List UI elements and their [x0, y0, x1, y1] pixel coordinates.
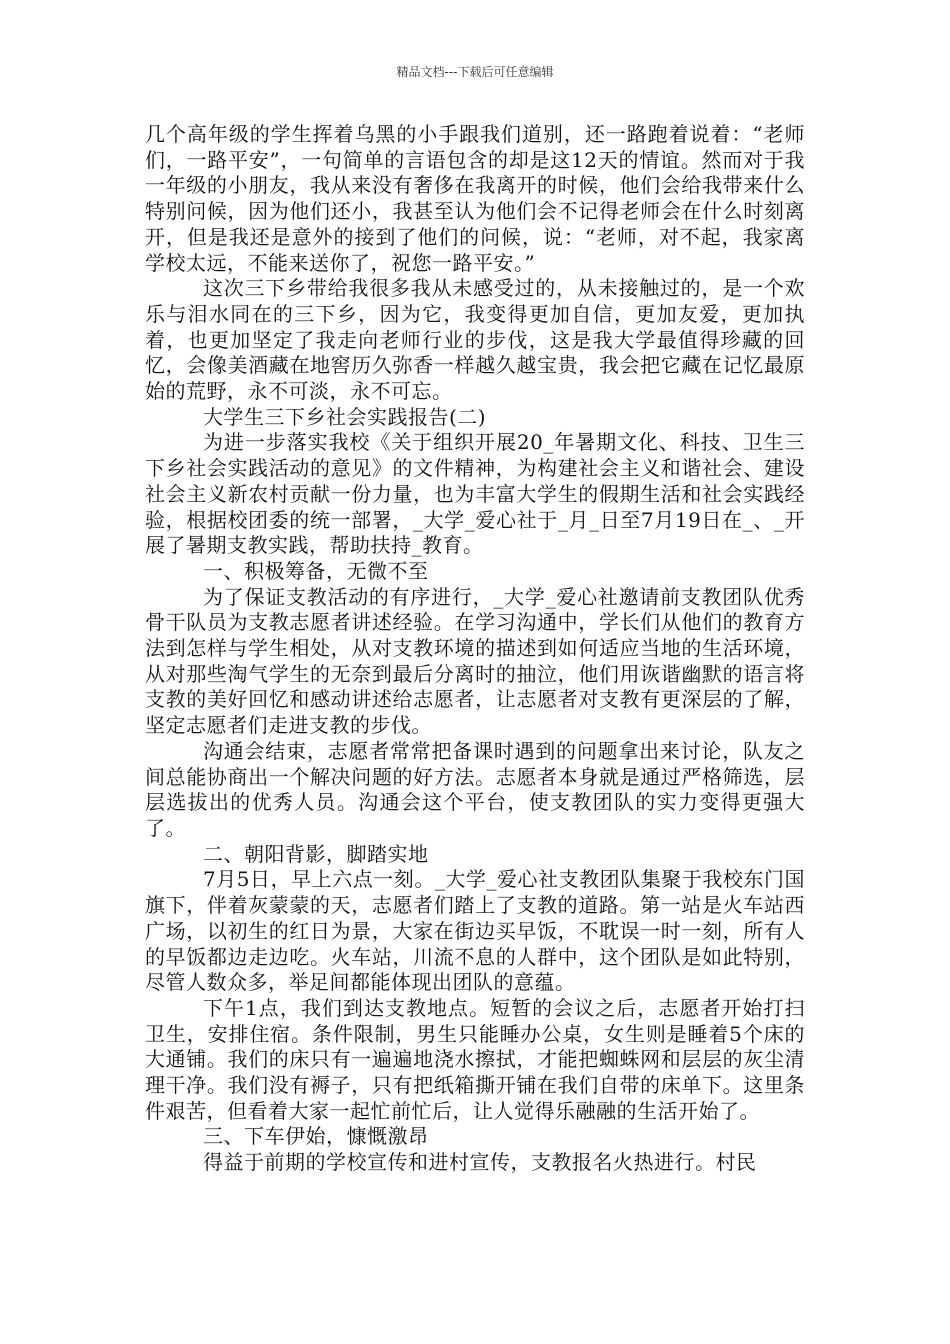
section-heading-3: 三、下车伊始，慷慨激昂 [203, 1124, 429, 1149]
report-title: 大学生三下乡社会实践报告(二) [203, 404, 487, 429]
paragraph-intro: 为进一步落实我校《关于组织开展20_年暑期文化、科技、卫生三下乡社会实践活动的意见》的文件精神，为构建社会主义和谐社会、建设社会主义新农村贡献一份力量，也为丰富大学生的假期生活和社会实践经验，根据校团委的统一部署，_大学_爱心社于_月_日至7月19日在_、_开展了暑期支教实践，帮助扶持_教育。 [145, 430, 805, 558]
section-heading-2: 二、朝阳背影，脚踏实地 [203, 841, 429, 866]
document-body [145, 122, 805, 1176]
paragraph-farewell: 几个高年级的学生挥着乌黑的小手跟我们道别，还一路跑着说着：“老师们，一路平安”，一句简单的言语包含的却是这12天的情谊。然而对于我一年级的小朋友，我从来没有奢侈在我离开的时候，他们会给我带来什么特别问候，因为他们还小，我甚至认为他们会不记得老师会在什么时刻离开，但是我还是意外的接到了他们的问候，说：“老师，对不起，我家离学校太远，不能来送你了，祝您一路平安。” [145, 122, 805, 275]
paragraph-reflection: 这次三下乡带给我很多我从未感受过的，从未接触过的，是一个欢乐与泪水同在的三下乡，因为它，我变得更加自信，更加友爱，更加执着，也更加坚定了我走向老师行业的步伐，这是我大学最值得珍藏的回忆，会像美酒藏在地窖历久弥香一样越久越宝贵，我会把它藏在记忆最原始的荒野，永不可淡，永不可忘。 [145, 276, 805, 404]
paragraph-arrival: 下午1点，我们到达支教地点。短暂的会议之后，志愿者开始打扫卫生，安排住宿。条件限制，男生只能睡办公桌，女生则是睡着5个床的大通铺。我们的床只有一遍遍地浇水擦拭，才能把蜘蛛网和层层的灰尘清理干净。我们没有褥子，只有把纸箱撕开铺在我们自带的床单下。这里条件艰苦，但看着大家一起忙前忙后，让人觉得乐融融的生活开始了。 [145, 995, 805, 1123]
paragraph-departure: 7月5日，早上六点一刻。_大学_爱心社支教团队集聚于我校东门国旗下，伴着灰蒙蒙的天，志愿者们踏上了支教的道路。第一站是火车站西广场，以初生的红日为景，大家在街边买早饭，不耽误一时一刻，所有人的早饭都边走边吃。火车站，川流不息的人群中，这个团队是如此特别，尽管人数众多，举足间都能体现出团队的意蕴。 [145, 867, 805, 995]
paragraph-meeting: 沟通会结束，志愿者常常把备课时遇到的问题拿出来讨论，队友之间总能协商出一个解决问题的好方法。志愿者本身就是通过严格筛选，层层选拔出的优秀人员。沟通会这个平台，使支教团队的实力变得更强大了。 [145, 738, 805, 840]
paragraph-preparation: 为了保证支教活动的有序进行，_大学_爱心社邀请前支教团队优秀骨干队员为支教志愿者讲述经验。在学习沟通中，学长们从他们的教育方法到怎样与学生相处，从对支教环境的描述到如何适应当地的生活环境，从对那些淘气学生的无奈到最后分离时的抽泣，他们用诙谐幽默的语言将支教的美好回忆和感动讲述给志愿者，让志愿者对支教有更深层的了解，坚定志愿者们走进支教的步伐。 [145, 584, 805, 738]
paragraph-enrollment: 得益于前期的学校宣传和进村宣传，支教报名火热进行。村民 [203, 1150, 757, 1175]
section-heading-1: 一、积极筹备，无微不至 [203, 558, 429, 583]
page-header: 精品文档---下载后可任意编辑 [396, 65, 554, 79]
